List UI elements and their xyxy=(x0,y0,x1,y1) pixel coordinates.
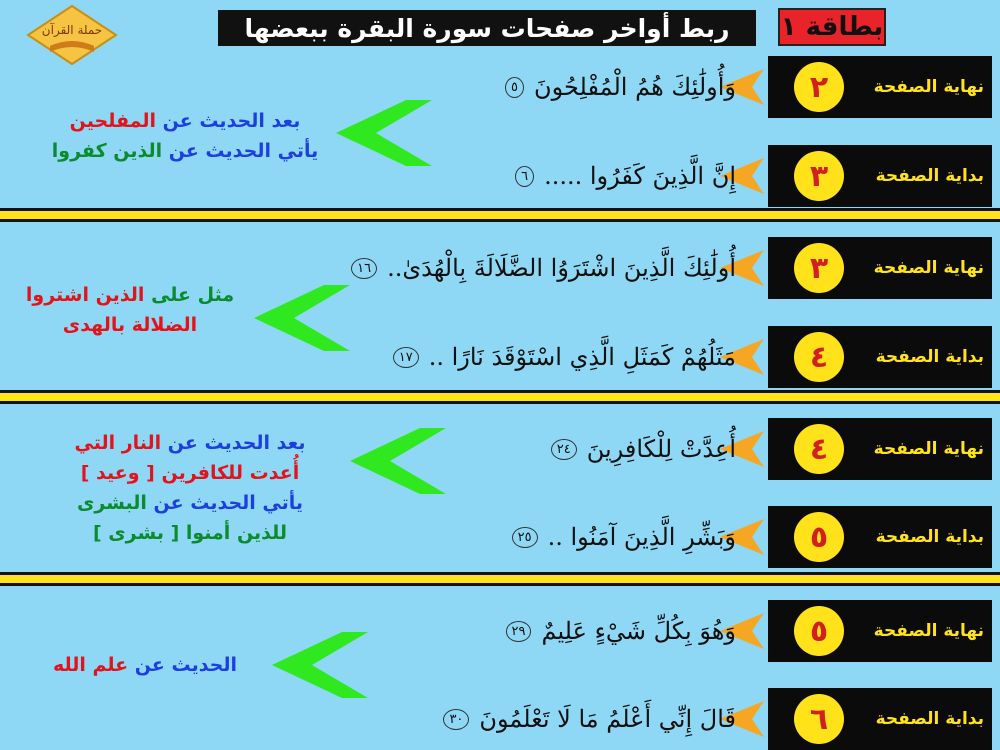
page-label-box xyxy=(768,506,992,568)
summary-segment: البشرى xyxy=(76,492,147,514)
summary-segment: للذين أمنوا [ بشرى ] xyxy=(92,522,288,544)
summary-segment: يأتي الحديث عن xyxy=(162,140,319,162)
summary-segment: أُعدت للكافرين [ وعيد ] xyxy=(80,462,300,484)
page-title: ربط أواخر صفحات سورة البقرة ببعضها xyxy=(218,10,756,46)
summary-text xyxy=(20,650,270,680)
book-logo-icon xyxy=(26,4,118,66)
verse-text xyxy=(551,424,736,474)
verse-number-mark: ٢٩ xyxy=(506,621,532,642)
verse-text xyxy=(393,332,736,382)
summary-line xyxy=(30,428,350,458)
page-number-circle: ٥ xyxy=(794,512,844,562)
verse-number-mark: ٥ xyxy=(505,77,524,98)
summary-segment: الحديث عن xyxy=(128,654,238,676)
page-label-box xyxy=(768,418,992,480)
page-position-label: بداية الصفحة xyxy=(875,527,984,547)
verse-words: قَالَ إِنِّي أَعْلَمُ مَا لَا تَعْلَمُونَ xyxy=(479,705,736,733)
page-position-label: نهاية الصفحة xyxy=(873,439,984,459)
page-number-circle: ٤ xyxy=(794,332,844,382)
card-label-badge: بطاقة ١ xyxy=(778,8,886,46)
verse-words: وَأُولَٰئِكَ هُمُ الْمُفْلِحُونَ xyxy=(534,73,736,101)
verse-text xyxy=(443,694,736,744)
verse-text xyxy=(512,512,736,562)
page-position-label: بداية الصفحة xyxy=(875,166,984,186)
page-position-label: نهاية الصفحة xyxy=(873,77,984,97)
summary-text xyxy=(30,106,340,166)
summary-segment: بعد الحديث عن xyxy=(161,432,306,454)
verse-number-mark: ٢٤ xyxy=(551,439,577,460)
verse-words: مَثَلُهُمْ كَمَثَلِ الَّذِي اسْتَوْقَدَ نَارًا .. xyxy=(428,343,736,371)
summary-line xyxy=(20,650,270,680)
summary-segment: الذين كفروا xyxy=(51,140,163,162)
summary-line xyxy=(30,458,350,488)
summary-line xyxy=(10,280,250,310)
summary-line xyxy=(10,310,250,340)
verse-number-mark: ٦ xyxy=(515,166,534,187)
page-number-circle: ٣ xyxy=(794,151,844,201)
summary-segment: المفلحين xyxy=(69,110,157,132)
summary-segment: النار التي xyxy=(74,432,162,454)
summary-segment: بعد الحديث عن xyxy=(156,110,301,132)
logo-text: حملة القرآن xyxy=(41,23,103,37)
verse-words: أُولَٰئِكَ الَّذِينَ اشْتَرَوُا الضَّلَالَةَ بِالْهُدَىٰ.. xyxy=(387,254,736,282)
page-position-label: بداية الصفحة xyxy=(875,347,984,367)
chevron-left-icon xyxy=(336,100,432,166)
page-position-label: نهاية الصفحة xyxy=(873,258,984,278)
summary-segment: علم الله xyxy=(52,654,129,676)
page-position-label: بداية الصفحة xyxy=(875,709,984,729)
summary-segment: يأتي الحديث عن xyxy=(146,492,304,514)
chevron-left-icon xyxy=(350,428,446,494)
chevron-left-icon xyxy=(254,285,350,351)
summary-line xyxy=(30,488,350,518)
verse-number-mark: ١٦ xyxy=(351,258,377,279)
page-position-label: نهاية الصفحة xyxy=(873,621,984,641)
verse-number-mark: ٢٥ xyxy=(512,527,538,548)
page-number-circle: ٣ xyxy=(794,243,844,293)
summary-segment: مثل على xyxy=(144,284,235,306)
verse-text xyxy=(506,606,737,656)
summary-segment: الضلالة بالهدى xyxy=(62,314,198,336)
verse-words: إِنَّ الَّذِينَ كَفَرُوا ..... xyxy=(544,162,736,190)
section-divider xyxy=(0,208,1000,222)
verse-words: وَبَشِّرِ الَّذِينَ آمَنُوا .. xyxy=(547,523,736,551)
page-label-box xyxy=(768,600,992,662)
summary-segment: الذين اشتروا xyxy=(25,284,145,306)
page-label-box xyxy=(768,56,992,118)
page-label-box xyxy=(768,326,992,388)
section-divider xyxy=(0,572,1000,586)
page-number-circle: ٤ xyxy=(794,424,844,474)
verse-text xyxy=(351,243,736,293)
summary-line xyxy=(30,518,350,548)
section-divider xyxy=(0,390,1000,404)
summary-line xyxy=(30,136,340,166)
page-label-box xyxy=(768,237,992,299)
summary-line xyxy=(30,106,340,136)
page-number-circle: ٥ xyxy=(794,606,844,656)
verse-words: وَهُوَ بِكُلِّ شَيْءٍ عَلِيمٌ xyxy=(541,617,736,645)
verse-text xyxy=(505,62,736,112)
page-label-box xyxy=(768,688,992,750)
page-number-circle: ٢ xyxy=(794,62,844,112)
verse-number-mark: ١٧ xyxy=(393,347,419,368)
summary-text xyxy=(10,280,250,340)
verse-text xyxy=(515,151,736,201)
chevron-left-icon xyxy=(272,632,368,698)
page-number-circle: ٦ xyxy=(794,694,844,744)
summary-text xyxy=(30,428,350,548)
verse-words: أُعِدَّتْ لِلْكَافِرِينَ xyxy=(586,435,736,463)
verse-number-mark: ٣٠ xyxy=(443,709,469,730)
page-label-box xyxy=(768,145,992,207)
